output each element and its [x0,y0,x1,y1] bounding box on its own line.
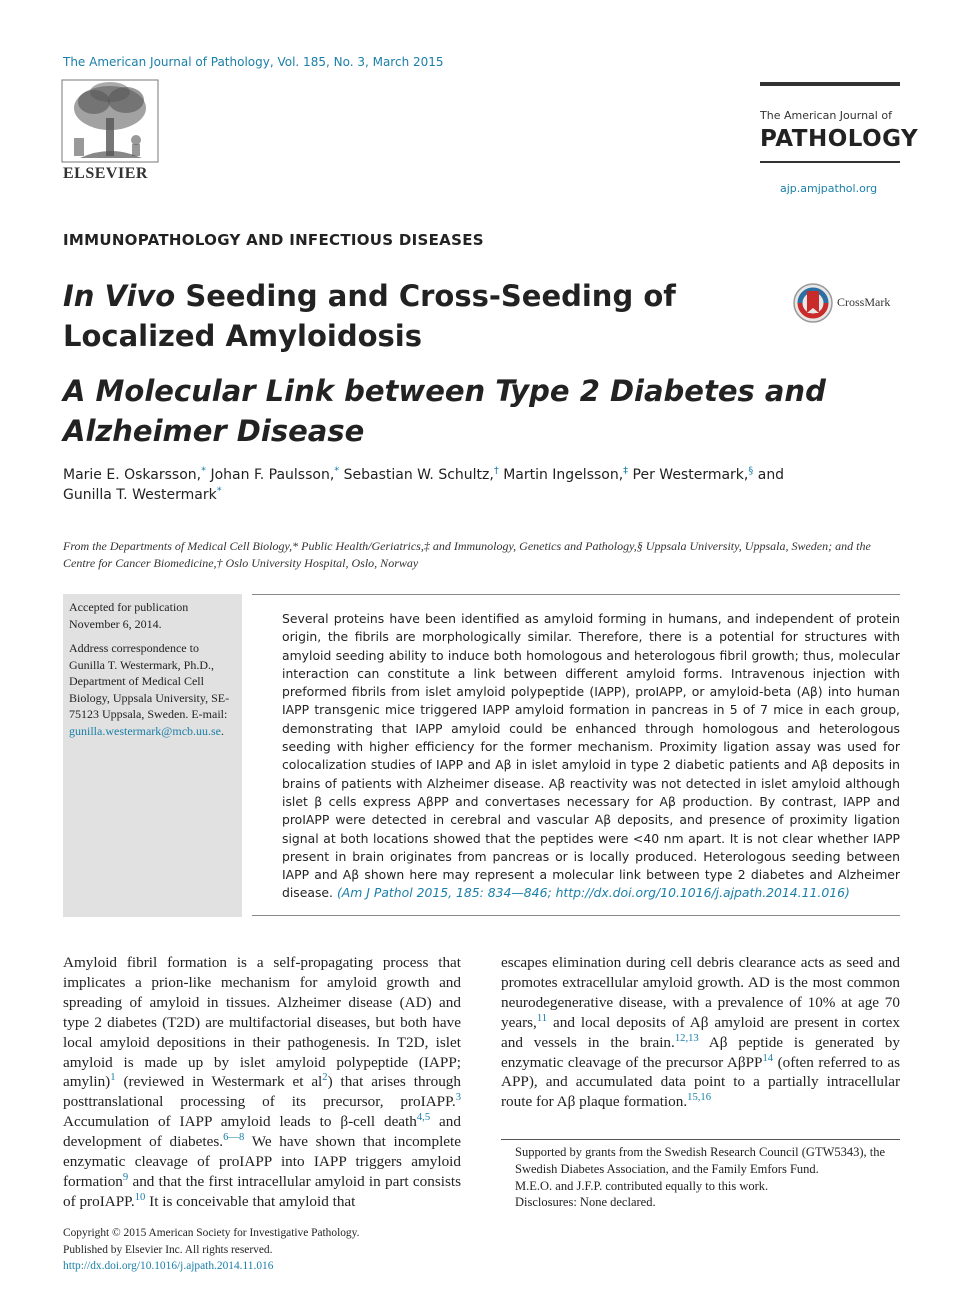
article-info-sidebar [63,594,242,917]
disclosures-footnote: Disclosures: None declared. [515,1195,656,1210]
reference-link[interactable]: 1 [110,1072,116,1084]
footnotes [501,1144,900,1211]
section-heading: IMMUNOPATHOLOGY AND INFECTIOUS DISEASES [63,231,484,249]
body-text: Amyloid fibril formation is a self-propagating process that implicates a prion-like mechanism for amyloid growth and spreading of amyloid in tissues. Alzheimer disease (AD) and type 2 diabetes (T2D) are multifactorial diseases, but both have local amyloid depositions in their pathogenesis. In T2D, islet amyloid is made up by islet amyloid polypeptide (IAPP; amylin) [63,954,461,1091]
reference-link[interactable]: 4,5 [416,1112,431,1124]
body-text: (reviewed in Westermark et al [115,1073,323,1091]
crossmark-badge[interactable] [792,282,904,324]
journal-citation-line: The American Journal of Pathology, Vol. 185, No. 3, March 2015 [63,55,444,69]
reference-link[interactable]: 15,16 [687,1092,712,1104]
author-name: Martin Ingelsson, [503,467,624,483]
abstract-text: Several proteins have been identified as amyloid forming in humans, and independent of protein origin, the fibrils are morphologically similar. Therefore, there is a potential for structures with amyloid seeding ability to induce both homologous and heterologous fibril growth; thus, molecular interaction can constitute a link between different amyloid forms. Intravenous injection with preformed fibrils from islet amyloid polypeptide (IAPP), proIAPP, or amyloid-beta (Aβ) into human IAPP transgenic mice triggered IAPP amyloid formation in pancreas in 5 of 7 mice in each group, demonstrating that IAPP amyloid could be enhanced through homologous and heterologous seeding with higher efficiency for the former mechanism. Proximity ligation assay was used for colocalization studies of IAPP and Aβ in islet amyloid in type 2 diabetic patients and Aβ deposits in brains of patients with Alzheimer disease. Aβ reactivity was not detected in islet amyloid although islet β cells express AβPP and convertases necessary for Aβ production. By contrast, IAPP and proIAPP were detected in cerebral and vascular Aβ deposits, and presence of proximity ligation signal at both locations showed that the peptides were <40 nm apart. It is not clear whether IAPP present in brain originates from pancreas or is locally produced. Heterologous seeding between IAPP and Aβ shown here may represent a molecular link between type 2 diabetes and Alzheimer disease. [282,611,900,901]
article-subtitle: A Molecular Link between Type 2 Diabetes and Alzheimer Disease [63,374,826,448]
reference-link[interactable]: 11 [536,1012,548,1024]
author-name: Gunilla T. Westermark [63,487,217,503]
author-name: Per Westermark, [632,467,749,483]
footnote-rule [501,1139,900,1140]
address-text: Address correspondence to Gunilla T. Westermark, Ph.D., Department of Medical Cell Biology, Uppsala University, SE-75123 Uppsala, Sweden. [69,641,230,721]
accepted-date: Accepted for publication November 6, 2014. [69,600,189,631]
body-text: We have shown that incomplete enzymatic cleavage of proIAPP into IAPP triggers amyloid formation [63,1133,461,1190]
abstract-doi-link[interactable]: http://dx.doi.org/10.1016/j.ajpath.2014.11.016 [555,885,845,901]
reference-link[interactable]: 10 [134,1191,146,1203]
citation-close: ) [844,885,850,901]
reference-link[interactable]: 12,13 [674,1032,699,1044]
funding-footnote: Supported by grants from the Swedish Research Council (GTW5343), the Swedish Diabetes Association, and the Family Emfors Fund. [515,1145,886,1176]
author-affiliation-mark[interactable]: † [493,465,499,477]
body-column-left [63,953,461,1212]
reference-link[interactable]: 3 [455,1092,461,1104]
body-text: and development of diabetes. [63,1113,461,1151]
correspondence-email-link[interactable]: gunilla.westermark@mcb.uu.se [69,723,222,738]
article-title [63,276,763,356]
copyright-block [63,1225,461,1275]
reference-link[interactable]: 14 [762,1052,774,1064]
abstract-rule-bottom [252,915,900,916]
author-affiliation-mark[interactable]: ‡ [623,465,629,477]
copyright-line: Copyright © 2015 American Society for Investigative Pathology. [63,1227,360,1239]
author-affiliation-mark[interactable]: § [748,465,754,477]
reference-link[interactable]: 6—8 [223,1132,245,1144]
author-name: and [757,467,785,483]
abstract-citation [337,885,850,900]
body-text: Accumulation of IAPP amyloid leads to β-cell death [63,1113,417,1131]
body-text: ) that arises through posttranslational processing of its precursor, proIAPP. [63,1073,461,1111]
elsevier-wordmark: ELSEVIER [63,165,148,182]
author-affiliation-mark[interactable]: * [334,465,340,477]
title-italic-part: In Vivo [63,279,176,313]
author-affiliation-mark[interactable]: * [201,465,207,477]
journal-brand-small: The American Journal of [760,109,892,122]
title-rest: Seeding and Cross-Seeding of Localized Amyloidosis [63,279,676,353]
equal-contribution-footnote: M.E.O. and J.F.P. contributed equally to this work. [515,1178,769,1193]
body-text: It is conceivable that amyloid that [145,1192,356,1210]
brand-rule-bottom [760,161,900,163]
reference-link[interactable]: 9 [122,1171,129,1183]
body-column-right [501,953,900,1112]
author-name: Sebastian W. Schultz, [343,467,494,483]
author-list [63,465,883,505]
author-name: Johan F. Paulsson, [210,467,335,483]
abstract-rule-top [252,594,900,595]
body-text: and that the first intracellular amyloid in part consists of proIAPP. [63,1172,461,1210]
author-name: Marie E. Oskarsson, [63,467,202,483]
affiliations: From the Departments of Medical Cell Biology,* Public Health/Geriatrics,‡ and Immunology, Genetics and Pathology,§ Uppsala University, Uppsala, Sweden; and the Centre for Cancer Biomedicine,† Oslo University Hospital, Oslo, Norway [63,539,871,570]
email-label: E-mail: [191,707,228,721]
publisher-line: Published by Elsevier Inc. All rights reserved. [63,1243,273,1256]
body-text: (often referred to as APP), and accumulated data point to a partially intracellular route for Aβ plaque formation. [501,1053,900,1111]
body-text: Aβ peptide is generated by enzymatic cleavage of the precursor AβPP [501,1033,900,1071]
body-text: and local deposits of Aβ amyloid are present in cortex and vessels in the brain. [501,1013,900,1051]
journal-url-link[interactable]: ajp.amjpathol.org [780,182,878,195]
author-affiliation-mark[interactable]: * [216,485,222,497]
crossmark-icon [792,282,834,324]
correspondence-address [69,640,236,739]
abstract [282,610,900,903]
citation-open: (Am J Pathol 2015, 185: 834—846; [336,885,556,901]
body-text: escapes elimination during cell debris clearance acts as seed and promotes extracellular amyloid growth. AD is the most common neurodegenerative disease, with a prevalence of 10% at age 70 years, [501,954,900,1031]
reference-link[interactable]: 2 [322,1072,328,1084]
journal-brand-name: PATHOLOGY [760,126,919,152]
email-end: . [221,723,225,738]
crossmark-label: CrossMark [837,295,891,309]
article-doi-link[interactable]: http://dx.doi.org/10.1016/j.ajpath.2014.11.016 [63,1260,274,1272]
brand-rule-top [760,82,900,86]
